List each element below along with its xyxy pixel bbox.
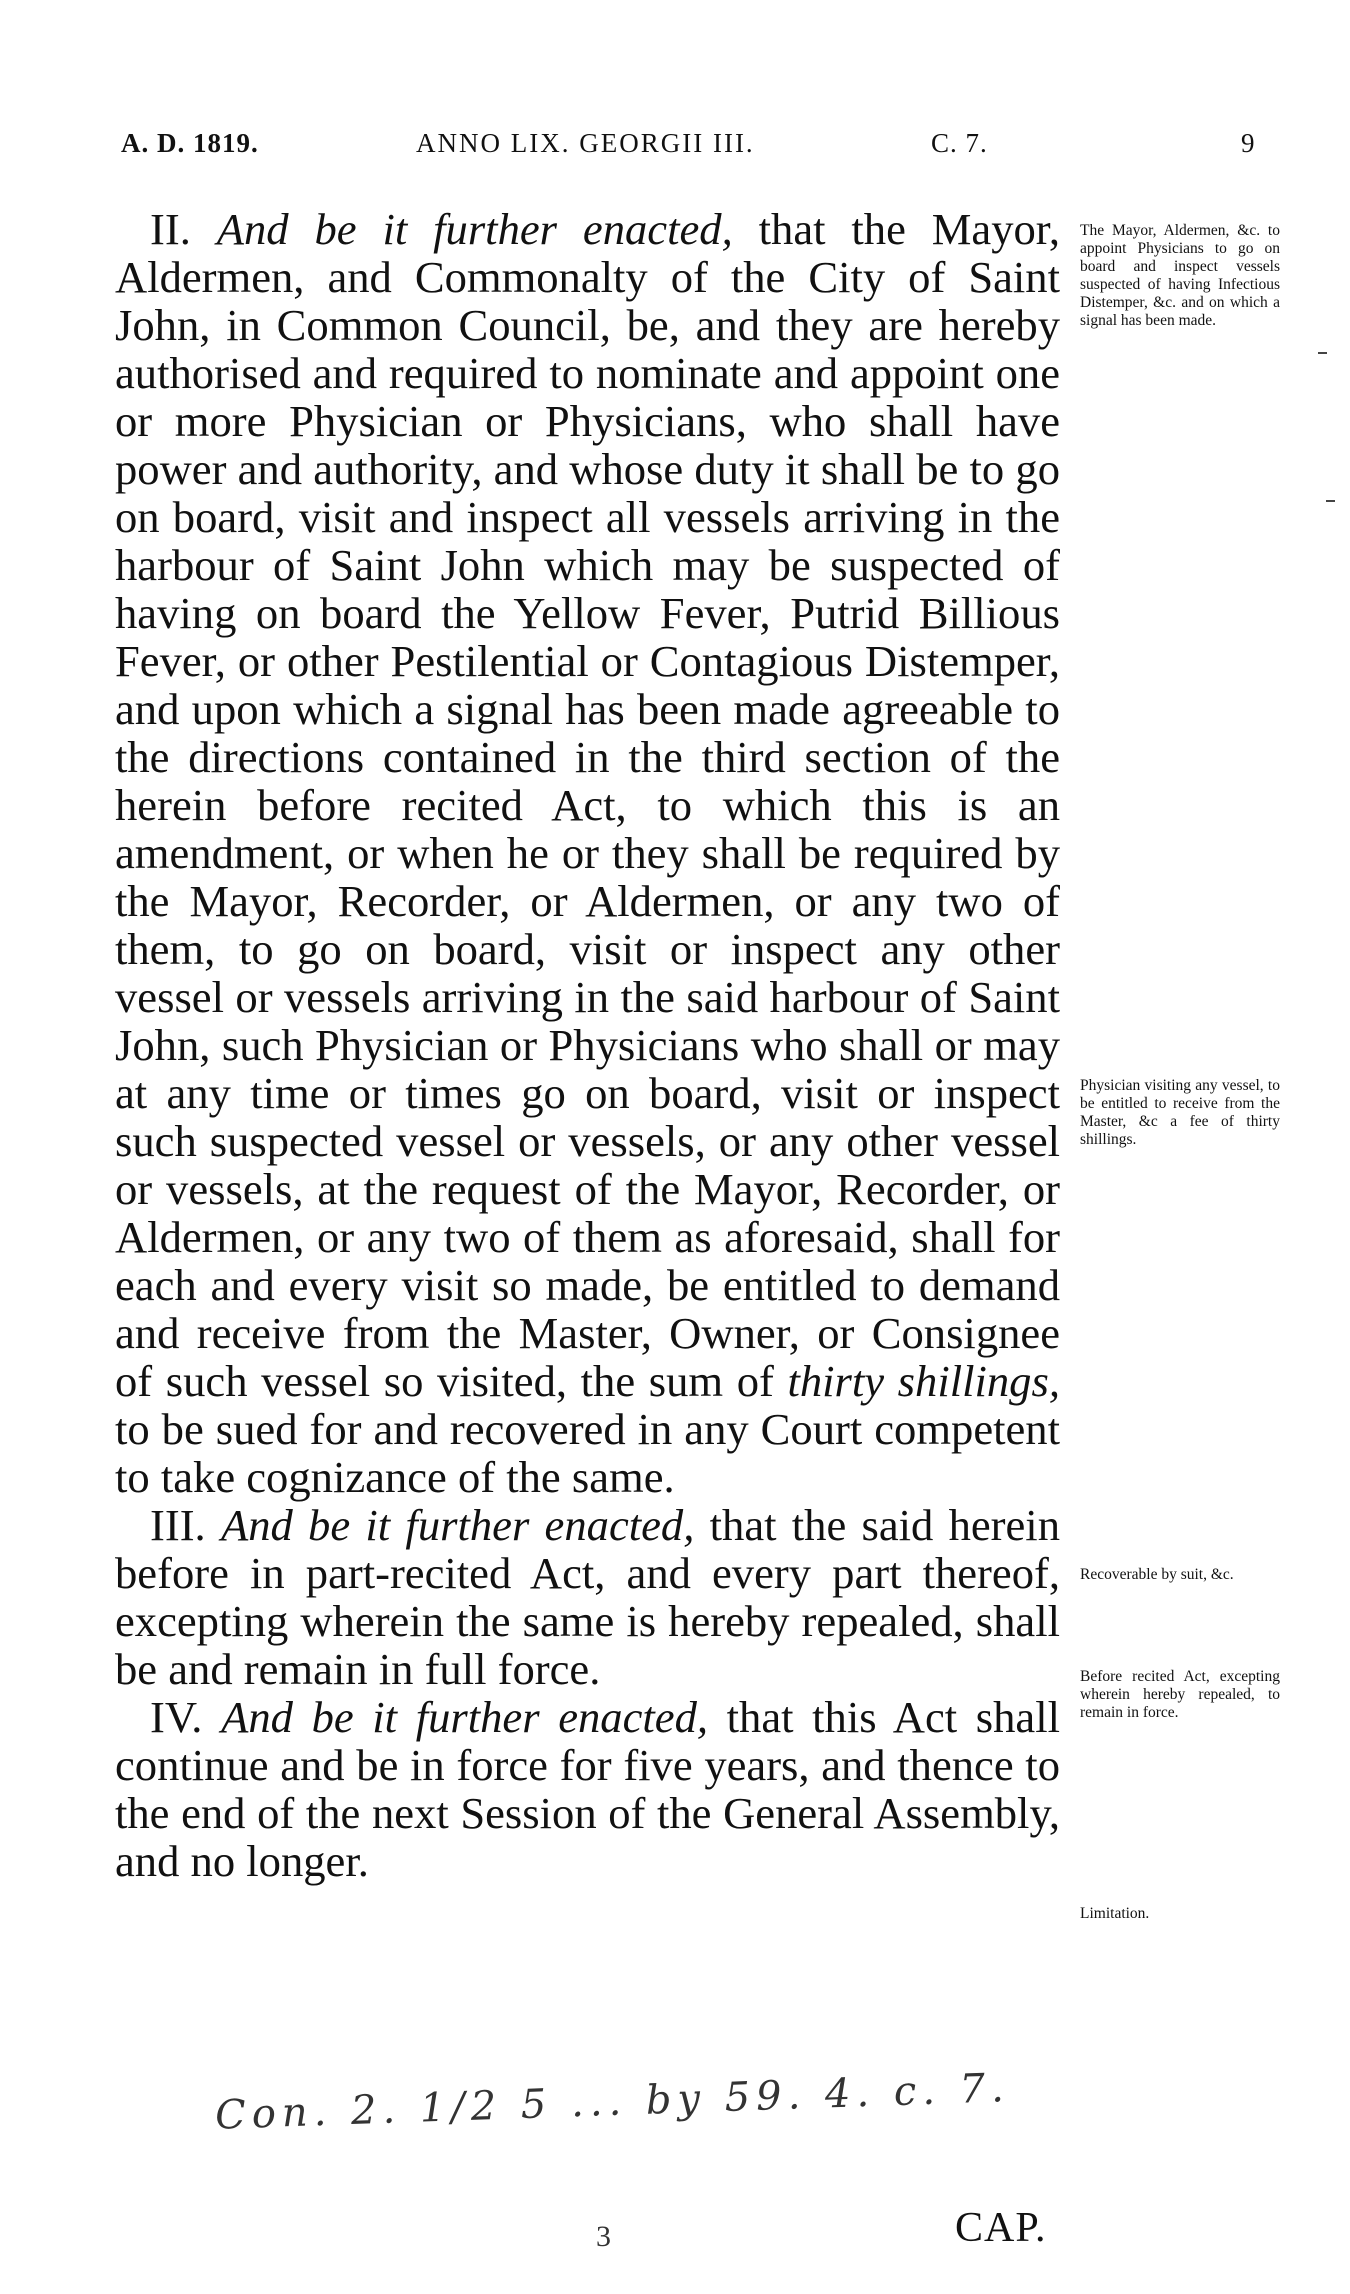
margin-note-limitation: Limitation. bbox=[1080, 1905, 1150, 1922]
section-text: that the Mayor, Aldermen, and Commonalty of the City of Saint John, in Common Council, be, and they are hereby authorised and required to nominate and appoint one or more Physician or Physicians, who shall have power and authority, and whose duty it shall be to go on board, visit and inspect all vessels arriving in the harbour of Saint John which may be suspected of having on board the Yellow Fever, Putrid Billious Fever, or other Pestilential or Contagious Distemper, and upon which a signal has been made agreeable to the directions contained in the third section of the herein before recited Act, to which this is an amendment, or when he or they shall be required by the Mayor, Recorder, or Aldermen, or any two of them, to go on board, visit or inspect any other vessel or vessels arriving in the said harbour of Saint John, such Physician or Physicians who shall or may at any time or times go on board, visit or inspect such suspected vessel or vessels, or any other vessel or vessels, at the request of the Mayor, Recorder, or Aldermen, or any two of them as aforesaid, shall for each and every visit so made, be entitled to demand and receive from the Master, Owner, or Consignee of such vessel so visited, the sum of bbox=[115, 204, 1061, 1406]
margin-note-appoint-physicians: The Mayor, Aldermen, &c. to appoint Physicians to go on board and inspect vessels suspected of having Infectious Distemper, &c. and on which a signal has been made. bbox=[1080, 222, 1280, 329]
margin-mark bbox=[1318, 352, 1327, 354]
signature-mark: 3 bbox=[596, 2220, 611, 2253]
section-number: II. bbox=[150, 204, 191, 254]
section-2 bbox=[115, 205, 1060, 1501]
catchword: CAP. bbox=[955, 2205, 1047, 2251]
margin-note-remain-in-force: Before recited Act, excepting wherein hereby repealed, to remain in force. bbox=[1080, 1668, 1280, 1721]
header-date: A. D. 1819. bbox=[121, 128, 259, 158]
enacting-clause: And be it further enacted, bbox=[221, 1692, 709, 1742]
statute-body bbox=[115, 205, 1060, 1885]
handwritten-annotation: Con. 2. 1/2 5 ... by 59. 4. c. 7. bbox=[214, 2065, 1011, 2139]
section-number: IV. bbox=[150, 1692, 203, 1742]
section-text-continued: to be sued for and recovered in any Court competent to take cognizance of the same. bbox=[115, 1404, 1060, 1502]
section-number: III. bbox=[150, 1500, 206, 1550]
margin-note-recoverable: Recoverable by suit, &c. bbox=[1080, 1566, 1234, 1583]
section-text: that this Act shall continue and be in force for five years, and thence to the end of the next Session of the General Assembly, and no longer. bbox=[115, 1692, 1061, 1886]
header-chapter: C. 7. bbox=[931, 128, 988, 158]
section-text: that the said herein before in part-recited Act, and every part thereof, excepting wherein the same is hereby repealed, shall be and remain in full force. bbox=[115, 1500, 1060, 1694]
running-header bbox=[116, 128, 1266, 168]
enacting-clause: And be it further enacted, bbox=[216, 204, 733, 254]
page-number: 9 bbox=[1241, 128, 1256, 158]
section-3 bbox=[115, 1501, 1060, 1693]
margin-mark bbox=[1326, 500, 1335, 502]
margin-note-physician-fee: Physician visiting any vessel, to be entitled to receive from the Master, &c a fee of thirty shillings. bbox=[1080, 1077, 1280, 1148]
section-4 bbox=[115, 1693, 1060, 1885]
header-session-title: ANNO LIX. GEORGII III. bbox=[416, 128, 755, 158]
fee-amount: thirty shillings, bbox=[787, 1356, 1060, 1406]
enacting-clause: And be it further enacted, bbox=[220, 1500, 695, 1550]
